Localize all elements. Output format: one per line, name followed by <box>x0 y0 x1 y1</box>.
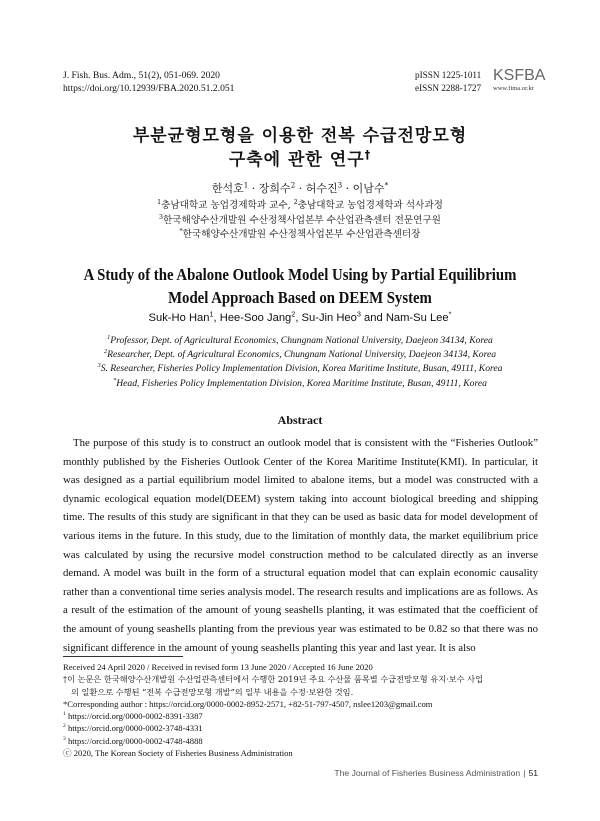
orcid-link[interactable]: https://orcid.org/0000-0002-8391-3387 <box>67 711 203 722</box>
author-name: 장희수 <box>258 182 291 195</box>
korean-title-line2: 구축에 관한 연구† <box>228 148 372 170</box>
english-title <box>42 263 558 309</box>
corresponding-author: *Corresponding author : https://orcid.org/0000-0002-8952-2571, +82-51-797-4507, nslee1203@gmail.com <box>63 698 433 709</box>
title-dagger: † <box>364 148 372 162</box>
affiliation-line: *Head, Fisheries Policy Implementation Division, Korea Maritime Institute, Busan, 49111, Korea <box>113 376 487 389</box>
orcid-link[interactable]: https://orcid.org/0000-0002-3748-4331 <box>67 723 203 734</box>
author-separator: · <box>251 182 256 195</box>
orcid-line: $^3$ https://orcid.org/0000-0002-4748-4888 <box>63 735 203 746</box>
author-name: Nam-Su Lee <box>385 312 449 324</box>
abstract-body: The purpose of this study is to construct an outlook model that is consistent with the “Fisheries Outlook” monthly published by the Fisheries Outlook Center of the Korea Maritime Institute(KMI). In particular, it was designed as a partial equilibrium model limited to abalone items, but a model was constructed with a dynamic ecological equation model(DEEM) system taking into account biological breeding and shipping time. The results of this study are significant in that they can be used as basic data for model development of various items in the future. In this study, due to the limitation of monthly data, the market equilibrium price was calculated by using the recursive model construction method to be calculated directly as an inverse demand. A model was built in the form of a structural equation model that can explain economic causality rather than a conventional time series analysis model. The research results and implications are as follows. As a result of the estimation of the amount of young seashells planting, it was estimated that the coefficient of the amount of young seashells planting from the previous year was estimated to be 0.82 so that there was no significant difference in the amount of young seashells planting this year and last year. It is also <box>63 437 538 654</box>
author-name: Hee-Soo Jang <box>219 312 292 324</box>
footnote-divider <box>63 656 183 657</box>
author-name: Su-Jin Heo <box>301 312 357 324</box>
page-number: 51 <box>528 768 538 778</box>
affiliation-line: $^1$Professor, Dept. of Agricultural Economics, Chungnam National University, Daejeon 34134, Korea <box>107 333 493 346</box>
author-name: 허수진 <box>305 182 338 195</box>
korean-affiliations <box>0 199 600 243</box>
funding-note: †이 논문은 한국해양수산개발원 수산업관측센터에서 수행한 2019년 주요 수산물 품목별 수급전망모형 유지·보수 사업 <box>63 674 483 685</box>
copyright: ⓒ 2020, The Korean Society of Fisheries Business Administration <box>63 748 293 759</box>
doi-link[interactable]: https://doi.org/10.12939/FBA.2020.51.2.051 <box>63 83 235 94</box>
orcid-line: $^1$ https://orcid.org/0000-0002-8391-3387 <box>63 711 203 722</box>
affiliation-line: $^3$한국해양수산개발원 수산정책사업본부 수산업관측센터 전문연구원 <box>159 213 441 226</box>
logo-url[interactable]: www.fima.or.kr <box>493 85 534 92</box>
pissn: pISSN 1225-1011 <box>415 70 482 80</box>
english-title-line1: A Study of the Abalone Outlook Model Using by Partial Equilibrium <box>83 265 517 284</box>
english-authors: Suk-Ho Han$^1$, Hee-Soo Jang$^2$, Su-Jin Heo$^3$ and Nam-Su Lee* <box>148 309 452 324</box>
affiliation-line: *한국해양수산개발원 수산정책사업본부 수산업관측센터장 <box>179 227 421 240</box>
author-separator: · <box>345 182 350 195</box>
affiliation-line: $^3$S. Researcher, Fisheries Policy Implementation Division, Korea Maritime Institute, Busan, 49111, Korea <box>97 362 503 375</box>
orcid-line: $^2$ https://orcid.org/0000-0002-3748-4331 <box>63 723 203 734</box>
abstract-heading: Abstract <box>277 413 323 427</box>
affiliation-line: $^1$충남대학교 농업경제학과 교수, $^2$충남대학교 농업경제학과 석사과정 <box>157 198 443 211</box>
author-name: Suk-Ho Han <box>148 312 210 324</box>
page-footer <box>334 768 538 778</box>
author-name: 이남수 <box>352 182 385 195</box>
funding-note-cont: 의 일환으로 수행된 “전복 수급전망모형 개발”의 일부 내용을 수정·보완한 것임. <box>71 686 354 697</box>
logo-text: KSFBA <box>493 67 546 84</box>
english-affiliations <box>0 334 600 391</box>
eissn: eISSN 2288-1727 <box>415 83 482 93</box>
footer-journal-name: The Journal of Fisheries Business Administration <box>334 768 521 778</box>
english-title-line2: Model Approach Based on DEEM System <box>168 288 432 307</box>
received-dates: Received 24 April 2020 / Received in revised form 13 June 2020 / Accepted 16 June 2020 <box>63 662 373 672</box>
journal-line: J. Fish. Bus. Adm., 51(2), 051-069. 2020 <box>63 70 220 81</box>
affiliation-line: $^2$Researcher, Dept. of Agricultural Economics, Chungnam National University, Daejeon 34134, Korea <box>103 348 497 361</box>
author-name: 한석호 <box>211 182 244 195</box>
korean-authors: 한석호$^1$ · 장희수$^2$ · 허수진$^3$ · 이남수* <box>211 180 389 195</box>
journal-citation <box>63 69 234 95</box>
society-logo <box>493 67 546 96</box>
orcid-link[interactable]: https://orcid.org/0000-0002-4748-4888 <box>67 735 203 746</box>
footnotes <box>63 661 543 759</box>
korean-title-line1: 부분균형모형을 이용한 전복 수급전망모형 <box>132 126 468 146</box>
author-separator: · <box>298 182 303 195</box>
footer-separator: | <box>523 768 526 778</box>
korean-title <box>0 124 600 172</box>
